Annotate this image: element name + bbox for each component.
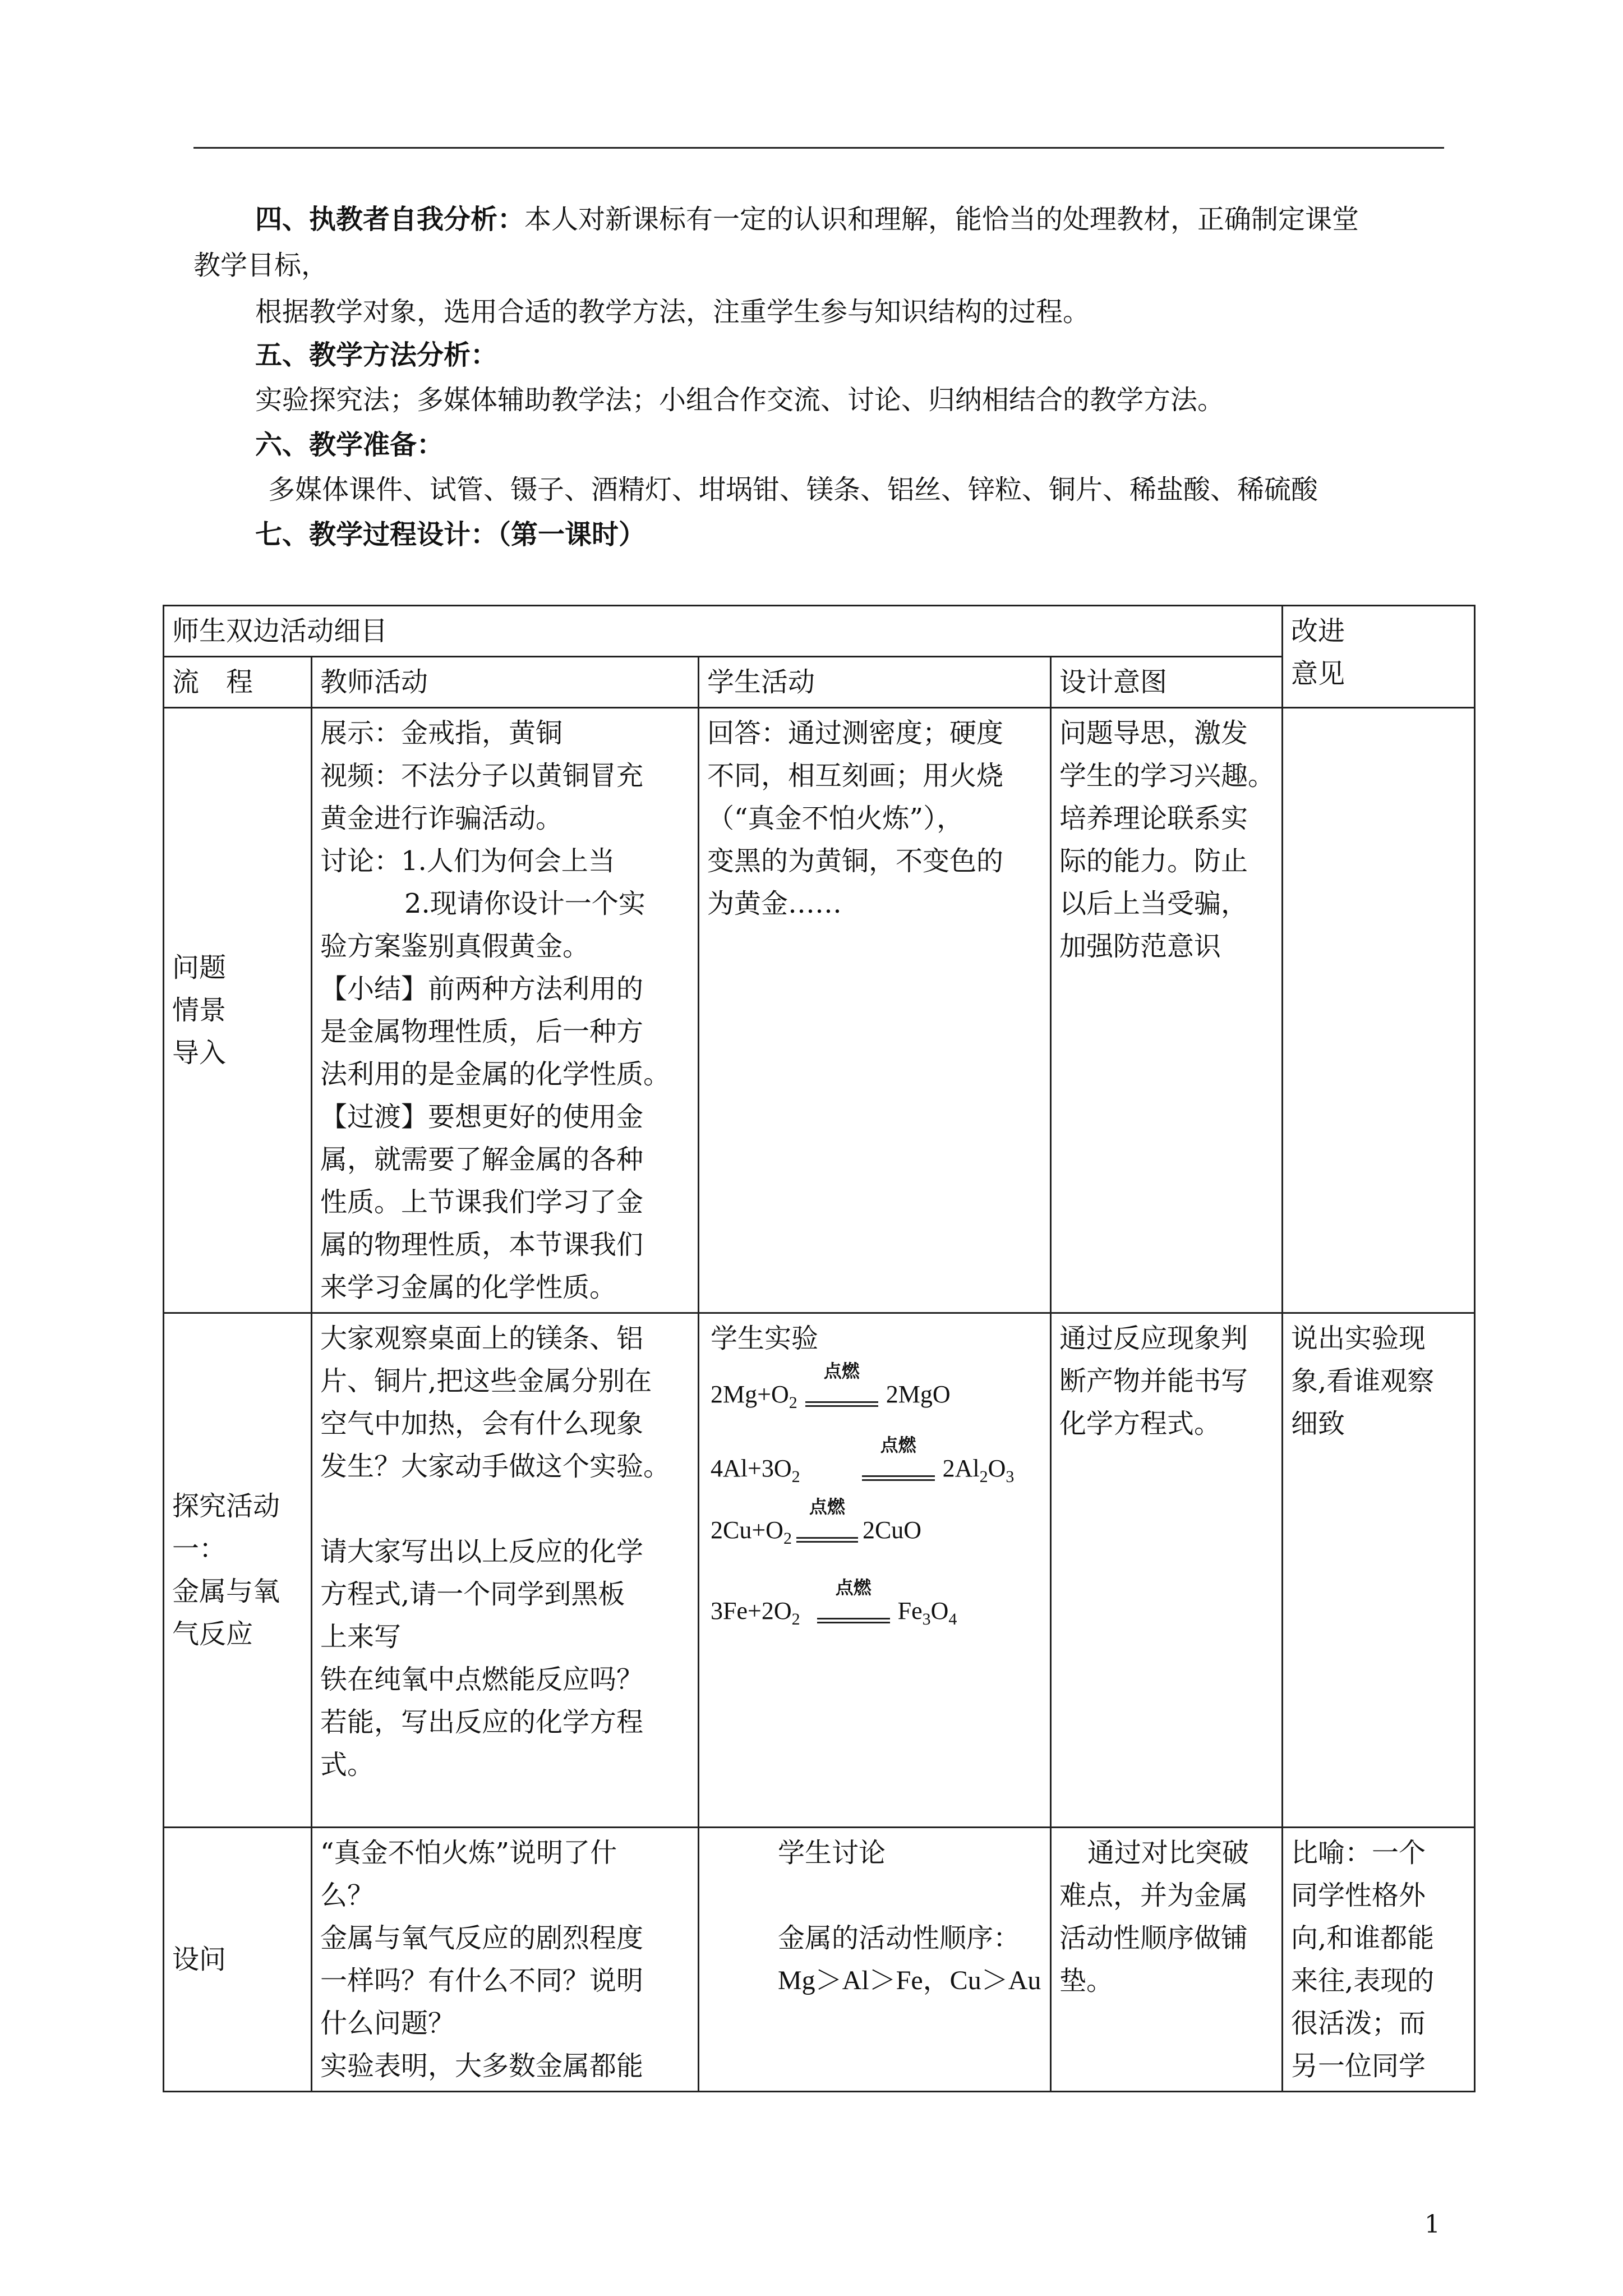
row1-design: 问题导思，激发 学生的学习兴趣。 培养理论联系实 际的能力。防止 以后上当受骗， 加强防范意识 (1051, 708, 1283, 1313)
row2-student (699, 1313, 1051, 1828)
page-number: 1 (1424, 2210, 1440, 2239)
ignite-condition: 点燃 (862, 1436, 935, 1485)
row3-process: 设问 (164, 1828, 312, 2092)
header-rule (193, 147, 1444, 149)
header-student: 学生活动 (699, 657, 1051, 708)
row1-teacher: 展示：金戒指，黄铜 视频：不法分子以黄铜冒充 黄金进行诈骗活动。 讨论：1.人们为何会上当 2.现请你设计一个实 验方案鉴别真假黄金。 【小结】前两种方法利用的 是金属物理性质，后一种方 法利用的是金属的化学性质。 【过渡】要想更好的使用金 属，就需要了解金属的各种 性质。上节课我们学习了金 属的物理性质，本节课我们 来学习金属的化学性质。 (312, 708, 699, 1313)
equation-mg: $2Mg+O_2$ 点燃 2MgO (711, 1360, 951, 1412)
header-process: 流 程 (164, 657, 312, 708)
ignite-condition: 点燃 (796, 1498, 858, 1547)
row3-teacher: “真金不怕火炼”说明了什 么？ 金属与氧气反应的剧烈程度 一样吗？有什么不同？说明 什么问题？ 实验表明，大多数金属都能 (312, 1828, 699, 2092)
header-teacher: 教师活动 (312, 657, 699, 708)
row3-design: 通过对比突破 难点，并为金属 活动性顺序做铺 垫。 (1051, 1828, 1283, 2092)
table-row (164, 1828, 1475, 2092)
section4-line3: 根据教学对象，选用合适的教学方法，注重学生参与知识结构的过程。 (255, 296, 1090, 328)
equation-fe: $3Fe+2O_2$ 点燃 $Fe_3O_4$ (711, 1577, 957, 1628)
section6-text: 多媒体课件、试管、镊子、酒精灯、坩埚钳、镁条、铝丝、锌粒、铜片、稀盐酸、稀硫酸 (268, 474, 1318, 505)
section6-heading: 六、教学准备： (255, 429, 444, 461)
row1-process: 问题 情景 导入 (164, 708, 312, 1313)
student-experiment-title: 学生实验 (711, 1323, 819, 1354)
section5-text: 实验探究法；多媒体辅助教学法；小组合作交流、讨论、归纳相结合的教学方法。 (255, 384, 1225, 416)
ignite-condition: 点燃 (805, 1362, 878, 1411)
row3-student: 学生讨论 金属的活动性顺序： Mg＞Al＞Fe，Cu＞Au (699, 1828, 1051, 2092)
section4-line1: 四、执教者自我分析：本人对新课标有一定的认识和理解，能恰当的处理教材，正确制定课堂 (255, 204, 1359, 235)
section4-line2: 教学目标， (193, 250, 329, 281)
row2-improve: 说出实验现 象,看谁观察 细致 (1283, 1313, 1475, 1828)
table-row (164, 1313, 1475, 1828)
equation-al: $4Al+3O_2$ 点燃 $2Al_2O_3$ (711, 1434, 1015, 1486)
ignite-condition: 点燃 (817, 1579, 890, 1628)
section5-heading: 五、教学方法分析： (255, 339, 498, 371)
lesson-table (163, 605, 1476, 2092)
row1-improve (1283, 708, 1475, 1313)
equation-cu: $2Cu+O_2$ 点燃 2CuO (711, 1496, 922, 1548)
table-title: 师生双边活动细目 (164, 606, 1283, 657)
table-row (164, 657, 1475, 708)
header-design: 设计意图 (1051, 657, 1283, 708)
section4-heading: 四、执教者自我分析： (255, 204, 525, 235)
row2-teacher: 大家观察桌面上的镁条、铝 片、铜片,把这些金属分别在 空气中加热，会有什么现象 发生？大家动手做这个实验。 请大家写出以上反应的化学 方程式,请一个同学到黑板 上来写 铁在纯氧中点燃能反应吗？ 若能，写出反应的化学方程 式。 (312, 1313, 699, 1828)
table-row (164, 708, 1475, 1313)
header-improve: 改进 意见 (1283, 606, 1475, 708)
section7-heading: 七、教学过程设计：（第一课时） (255, 519, 646, 550)
table-row (164, 606, 1475, 657)
row2-design: 通过反应现象判 断产物并能书写 化学方程式。 (1051, 1313, 1283, 1828)
row3-improve: 比喻：一个 同学性格外 向,和谁都能 来往,表现的 很活泼；而 另一位同学 (1283, 1828, 1475, 2092)
row2-process: 探究活动 一： 金属与氧 气反应 (164, 1313, 312, 1828)
row1-student: 回答：通过测密度；硬度 不同，相互刻画；用火烧 （“真金不怕火炼”）， 变黑的为黄铜，不变色的 为黄金…… (699, 708, 1051, 1313)
